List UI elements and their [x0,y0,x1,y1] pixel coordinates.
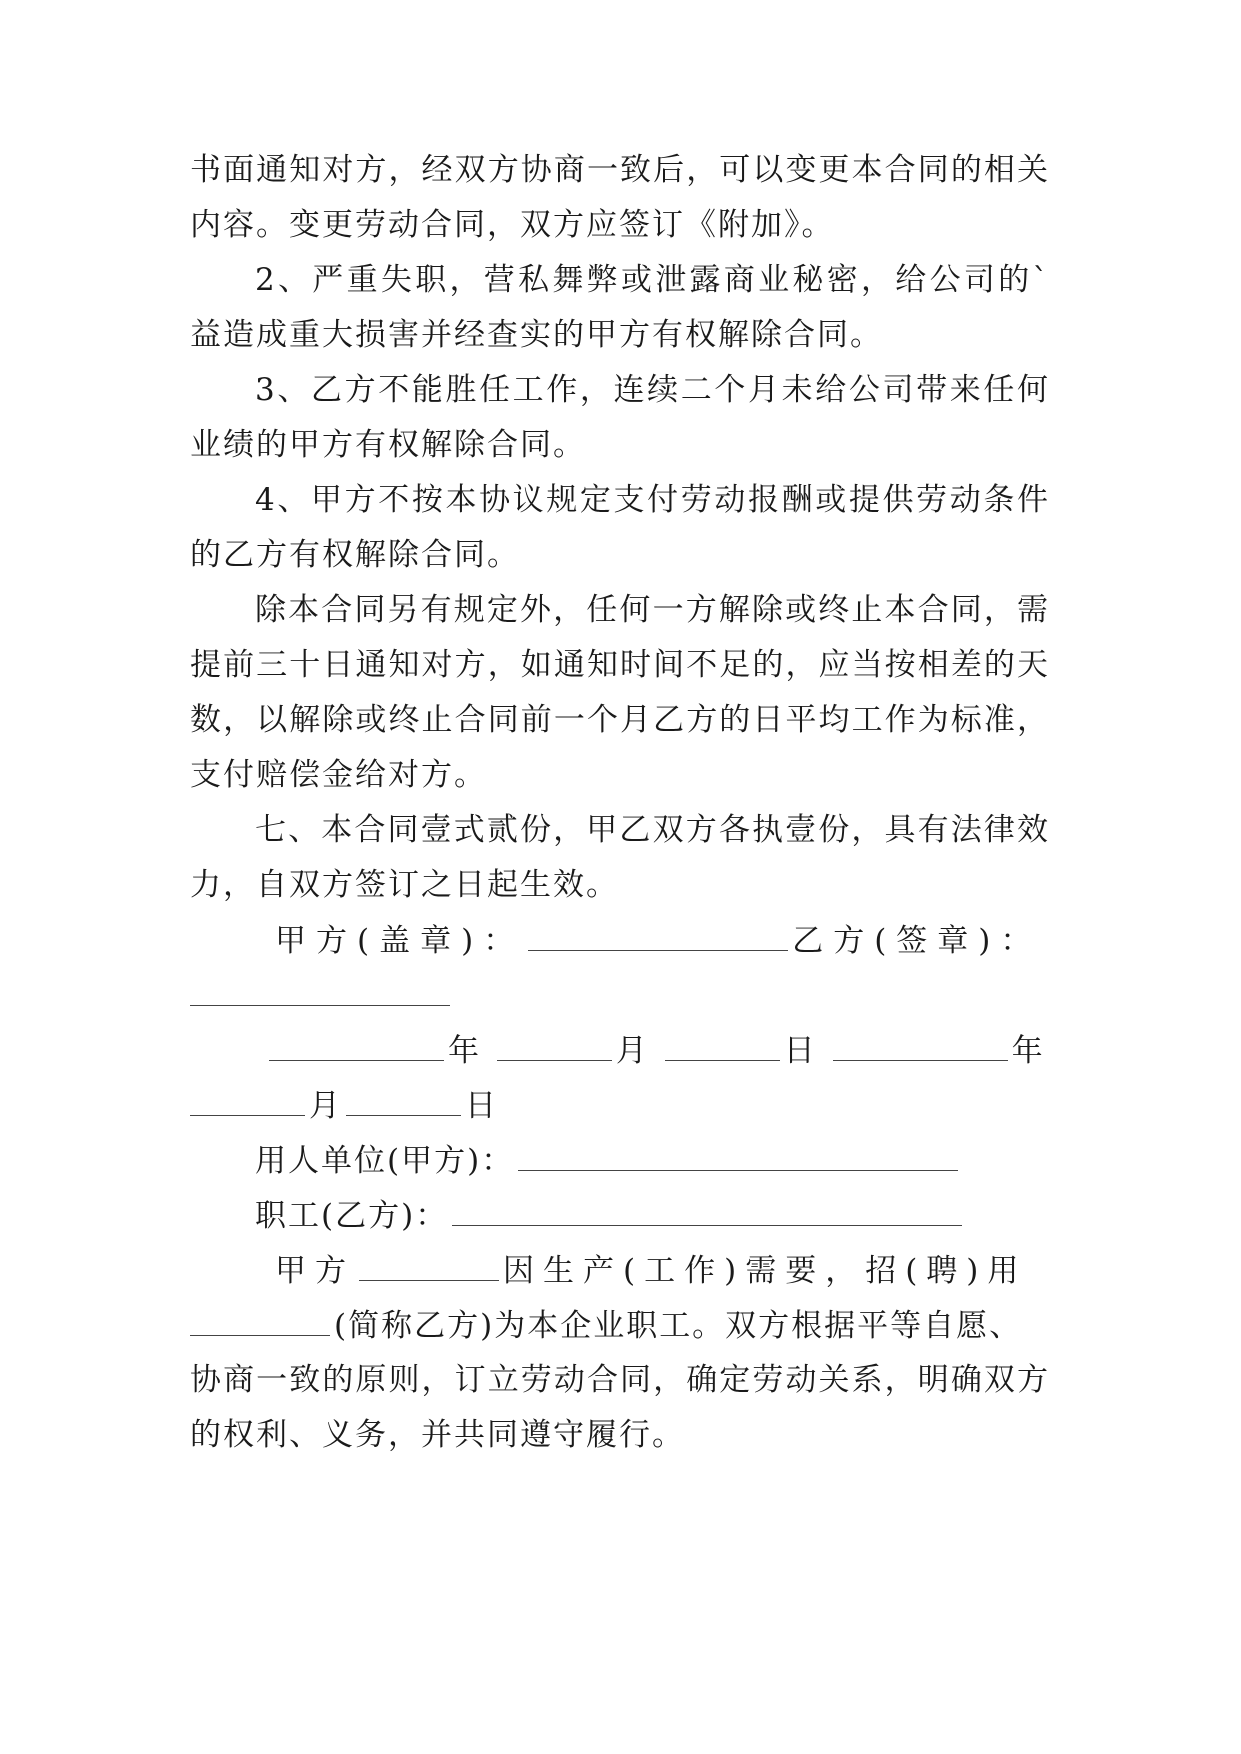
employee-blank[interactable] [452,1195,962,1226]
paragraph-line: 除本合同另有规定外，任何一方解除或终止本合同，需 [255,592,1050,628]
paragraph-line: 的权利、义务，并共同遵守履行。 [190,1417,685,1453]
intro-line-2 [190,1305,1022,1345]
paragraph-line: 业绩的甲方有权解除合同。 [190,427,586,463]
paragraph-line: 益造成重大损害并经查实的甲方有权解除合同。 [190,317,883,353]
paragraph-line: 力，自双方签订之日起生效。 [190,867,619,903]
employee-row [190,1195,966,1235]
paragraph-line: 提前三十日通知对方，如通知时间不足的，应当按相差的天 [190,647,1050,683]
employer-blank[interactable] [518,1140,958,1171]
signature-blank-row [190,975,454,1015]
month-blank-b[interactable] [190,1085,305,1116]
signature-row [275,920,1041,960]
day-label-b: 日 [465,1088,498,1124]
year-blank[interactable] [269,1030,444,1061]
employer-name-blank[interactable] [359,1250,499,1281]
day-label: 日 [783,1033,817,1069]
day-blank[interactable] [665,1030,780,1061]
year-label: 年 [448,1033,481,1069]
party-a-blank[interactable] [528,920,788,951]
intro-party-a: 甲方 [275,1253,355,1289]
employer-row [190,1140,962,1180]
employee-name-blank[interactable] [190,1305,330,1336]
paragraph-line: 的乙方有权解除合同。 [190,537,520,573]
month-blank[interactable] [497,1030,612,1061]
paragraph-line: 支付赔偿金给对方。 [190,757,487,793]
paragraph-line: 3、乙方不能胜任工作，连续二个月未给公司带来任何 [255,372,1050,408]
day-blank-b[interactable] [346,1085,461,1116]
intro-middle: 因生产(工作)需要，招(聘)用 [503,1253,1028,1289]
month-label: 月 [615,1033,649,1069]
date-row [265,1030,1045,1070]
intro-rest: (简称乙方)为本企业职工。双方根据平等自愿、 [334,1308,1023,1344]
intro-line-1 [275,1250,1027,1290]
year-label-b: 年 [1011,1033,1045,1069]
paragraph-line: 数，以解除或终止合同前一个月乙方的日平均工作为标准， [190,702,1050,738]
date-row-continued [190,1085,498,1125]
party-a-label: 甲方(盖章)： [275,923,525,959]
paragraph-line: 内容。变更劳动合同，双方应签订《附加》。 [190,207,835,243]
paragraph-line: 书面通知对方，经双方协商一致后，可以变更本合同的相关 [190,152,1050,188]
year-blank-b[interactable] [833,1030,1008,1061]
employee-label: 职工(乙方)： [255,1198,449,1234]
paragraph-line: 2、严重失职，营私舞弊或泄露商业秘密，给公司的` [255,262,1050,298]
paragraph-line: 七、本合同壹式贰份，甲乙双方各执壹份，具有法律效 [255,812,1050,848]
paragraph-line: 协商一致的原则，订立劳动合同，确定劳动关系，明确双方 [190,1362,1050,1398]
month-label-b: 月 [309,1088,342,1124]
party-b-blank[interactable] [190,975,450,1006]
paragraph-line: 4、甲方不按本协议规定支付劳动报酬或提供劳动条件 [255,482,1050,518]
party-b-label: 乙方(签章)： [792,923,1042,959]
employer-label: 用人单位(甲方)： [255,1143,515,1179]
